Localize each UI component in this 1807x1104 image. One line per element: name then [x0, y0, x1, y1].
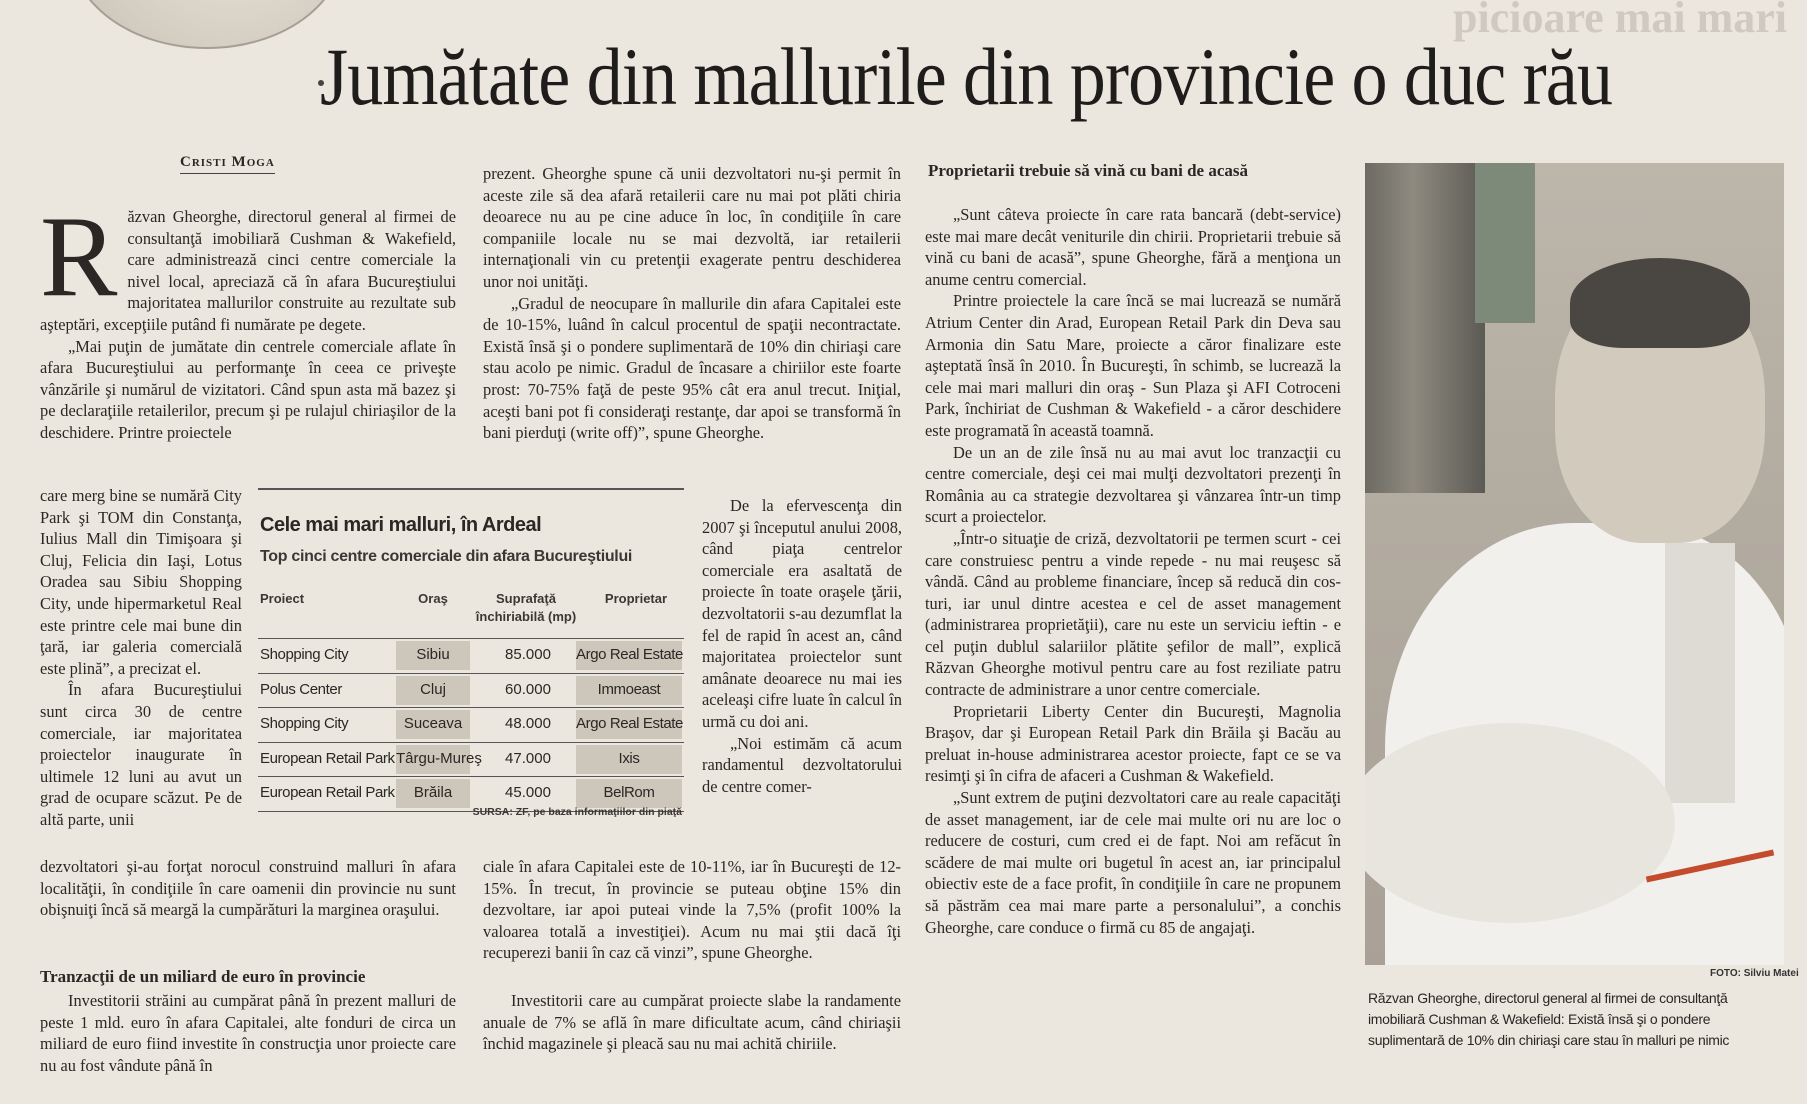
previous-article-bleed: picioare mai mari: [1453, 0, 1787, 42]
photo-background-shelf: [1365, 163, 1485, 493]
table-row: [258, 707, 684, 742]
table-subtitle: Top cinci centre comerciale din afara Bucureştiului: [260, 548, 633, 565]
cell-owner: Argo Real Estate: [576, 646, 683, 663]
cell-city: Târgu-Mureş: [396, 749, 482, 767]
column-1-full: [40, 856, 456, 921]
paragraph: Investitorii străini au cumpărat până în prezent malluri de peste 1 mld. euro în afara Capitalei, alte fonduri de circa un miliard de euro fiind investite în construcţia unor proiecte care nu au fost vândute până în: [40, 991, 456, 1075]
cell-area: 60.000: [505, 680, 551, 698]
cell-area: 47.000: [505, 749, 551, 767]
paragraph: Proprietarii Liberty Center din Bucureşti, Magnolia Braşov, dar şi European Retail Park din Brăila şi Bacău au preluat in-house administrarea acestor proiecte, fapt ce se va resimţi şi în cifra de afaceri a Cushman & Wakefield.: [925, 701, 1341, 786]
table-row: [258, 673, 684, 708]
cell-area: 45.000: [505, 784, 551, 801]
column-2-narrow: [702, 495, 902, 797]
paragraph: prezent. Gheorghe spune că unii dezvoltatori nu-şi permit în aceste zile să dea afară retailerii care nu mai pot plăti chiria deoarece nu au pe cine aduce în loc, în condiţiile în care companiile locale nu se mai dezvoltă, iar retailerii internaţionali vin cu pretenţii exagerate pentru deschiderea unor noi unităţi.: [483, 164, 901, 291]
paragraph: care merg bine se numără City Park şi TOM din Constanţa, Iulius Mall din Timişoara şi Cluj, Felicia din Iaşi, Lotus Oradea sau Sibiu Shopping City, unde hipermarketul Real este printre cele mai bune din ţară, iar galeria comercială este plină”, a precizat el.: [40, 486, 242, 678]
cell-project: European Retail Park: [260, 784, 395, 801]
cell-city: Suceava: [403, 715, 463, 732]
paragraph: „Sunt extrem de puţini dezvoltatori care au reale capacităţi de asset management, iar de cele mai multe ori nu are loc o reducere de costuri, cum cred ei de fapt. Noi am refăcut în scădere de mai multe ori bugetul în acest an, iar principalul obiectiv este de a face profit, în condiţiile în care ne propunem să păstrăm cea mai mare parte a personalului”, a conchis Gheorghe, care conduce o firmă cu 85 de angajaţi.: [925, 788, 1341, 937]
column-2-low: [483, 990, 901, 1055]
table-title: Cele mai mari malluri, în Ardeal: [260, 514, 542, 536]
column-header-owner: Proprietar: [604, 591, 668, 606]
paragraph: „Gradul de neocupare în mallurile din afara Capitalei este de 10-15%, luând în calcul procentul de spaţii necontractate. Există însă şi o pondere suplimentară de 10% din chiriaşi care stau acolo pe nimic. Gradul de încasare a chiriilor este foarte prost: 70-75% faţă de peste 95% cât era anul trecut. Iniţial, aceşti bani pot fi consideraţi restanţe, dar apoi se transformă în bani pierduţi (write off)”, spune Gheorghe.: [483, 293, 901, 443]
cell-city: Cluj: [420, 680, 446, 698]
paragraph: „Într-o situaţie de criză, dezvoltatorii pe termen scurt - cei care construiesc pentru a vinde repede - nu mai reuşesc să vândă. Când au probleme financiare, încep să reducă din cos-turi, iar unul dintre acestea e cel de asset management (administrarea proprietăţii), care nu este un serviciu ieftin - e cel puţin dublul salariilor plătite şefilor de mall”, explică Răzvan Gheorghe motivul pentru care au fost reziliate patru contracte de administrare a unor centre comerciale.: [925, 528, 1341, 700]
column-1-top: [40, 193, 456, 444]
author-byline: Cristi Moga: [180, 154, 275, 174]
paragraph: „Noi estimăm că acum randamentul dezvoltatorului de centre comer-: [702, 733, 902, 796]
table-row: [258, 742, 684, 777]
cell-owner: Ixis: [618, 749, 640, 767]
photo-background-binders: [1475, 163, 1535, 323]
column-2-bottom: [483, 856, 901, 964]
paragraph: „Sunt câteva proiecte în care rata bancară (debt-service) este mai mare decât veniturile din chirii. Proprietarii trebuie să vină cu bani de acasă”, spune Gheorghe, fără a menţiona un anume centru comercial.: [925, 205, 1341, 289]
column-3: [925, 204, 1341, 938]
column-header-city: Oraş: [418, 591, 448, 606]
cell-project: European Retail Park: [260, 749, 395, 767]
table-top-rule: [258, 488, 684, 490]
cell-project: Polus Center: [260, 680, 342, 698]
subheading-1: [40, 966, 460, 988]
paragraph: ciale în afara Capitalei este de 10-11%, iar în Bucureşti de 12-15%. În trecut, în provincie se puteau obţine 15% din dezvoltare, iar apoi puteai vinde la 7,5% (profit 100% la valoarea totală a investiţiei). Acum nu mai ştii dacă îţi recuperezi banii în caz că vinzi”, spune Gheorghe.: [483, 857, 901, 963]
cell-owner: Immoeast: [597, 680, 661, 698]
cell-project: Shopping City: [260, 715, 349, 732]
cell-area: 48.000: [505, 715, 551, 732]
column-header-area: Suprafaţă închiriabilă (mp): [475, 591, 577, 624]
column-1-narrow: [40, 485, 242, 831]
subheading-text: Tranzacţii de un miliard de euro în provincie: [40, 967, 366, 986]
paragraph: De un an de zile însă nu au mai avut loc tranzacţii cu centre comerciale, deşi cei mai mulţi dezvoltatori prezenţi în România au ca strategie dezvoltarea şi vânzarea într-un timp scurt a proiectelor.: [925, 442, 1341, 527]
table-source: SURSA: ZF, pe baza informaţiilor din piaţă: [472, 806, 682, 818]
paragraph: De la efervescenţa din 2007 şi începutul anului 2008, când piaţa centrelor comerciale era asaltată de proiecte în toate oraşele ţării, dezvoltatorii s-au dezumflat la fel de rapid în acest an, când majoritatea proiectelor sunt amânate deoarece nu mai ies aceleaşi cifre luate în calcul în urmă cu doi ani.: [702, 496, 902, 731]
cell-owner: BelRom: [603, 784, 655, 801]
cell-area: 85.000: [505, 646, 551, 663]
subheading-text: Proprietarii trebuie să vină cu bani de acasă: [928, 161, 1249, 180]
photo-tie: [1665, 543, 1735, 803]
headline: Jumătate din mallurile din provincie o duc rău: [320, 31, 1613, 122]
malls-table-box: [258, 488, 684, 818]
column-header-project: Proiect: [260, 591, 305, 606]
cell-city: Sibiu: [416, 646, 450, 663]
paragraph: ăzvan Gheorghe, directorul general al firmei de consultanţă imobiliară Cushman & Wakefield, care administrează cinci centre comerciale la nivel local, apreciază că în afara Bucureştiului majoritatea mallurilor construite au rezultate sub aşteptări, excepţiile putând fi numărate pe degete.: [40, 207, 456, 334]
cell-owner: Argo Real Estate: [576, 715, 683, 732]
table-body: [258, 638, 684, 812]
table-row: [258, 638, 684, 673]
dropcap: R: [40, 193, 118, 321]
paragraph: dezvoltatori şi-au forţat norocul construind malluri în afara localităţii, în condiţiile în care oamenii din provincie nu sunt obişnuiţi încă să meargă la cumpărături la marginea oraşului.: [40, 857, 456, 920]
paragraph: Printre proiectele la care încă se mai lucrează se numără Atrium Center din Arad, European Retail Park din Deva sau Armonia din Satu Mare, proiecte a căror finalizare este aşteptată însă în 2010. În Bucureşti, în schimb, se lucrează la cele mai mari malluri din oraş - Sun Plaza şi AFI Cotroceni Park, închiriat de Cushman & Wakefield - a căror deschidere este programată în această toamnă.: [925, 291, 1341, 440]
cell-project: Shopping City: [260, 646, 349, 663]
column-2-top: [483, 163, 901, 444]
photo-hair: [1570, 258, 1750, 348]
cell-city: Brăila: [413, 784, 453, 801]
column-1-low: [40, 990, 456, 1076]
paragraph: Investitorii care au cumpărat proiecte slabe la randamente anuale de 7% se află în mare dificultate acum, când chiriaşii închid magazinele şi pleacă sau nu mai achită chiriile.: [483, 991, 901, 1054]
portrait-photo: [1365, 163, 1784, 965]
subheading-3: [928, 160, 1348, 182]
paragraph: „Mai puţin de jumătate din centrele comerciale aflate în afara Bucureştiului au performanţe în ceea ce priveşte vânzările şi numărul de vizitatori. Când spun asta mă bazez şi pe declaraţiile retailerilor, precum şi pe rulajul chiriaşilor de la deschidere. Printre proiectele: [40, 336, 456, 442]
photo-caption: Răzvan Gheorghe, directorul general al firmei de consultanţă imobiliară Cushman & Wakefield: Există însă şi o pondere suplimentară de 10% din chiriaşi care stau în malluri pe nimic: [1368, 990, 1730, 1048]
decorative-ball-graphic: [70, 0, 344, 49]
paragraph: În afara Bucureştiului sunt circa 30 de centre comerciale, iar majoritatea proiectelor inaugurate în ultimele 12 luni au avut un grad de ocupare scăzut. Pe de altă parte, unii: [40, 680, 242, 829]
photo-credit: FOTO: Silviu Matei: [1710, 968, 1799, 979]
